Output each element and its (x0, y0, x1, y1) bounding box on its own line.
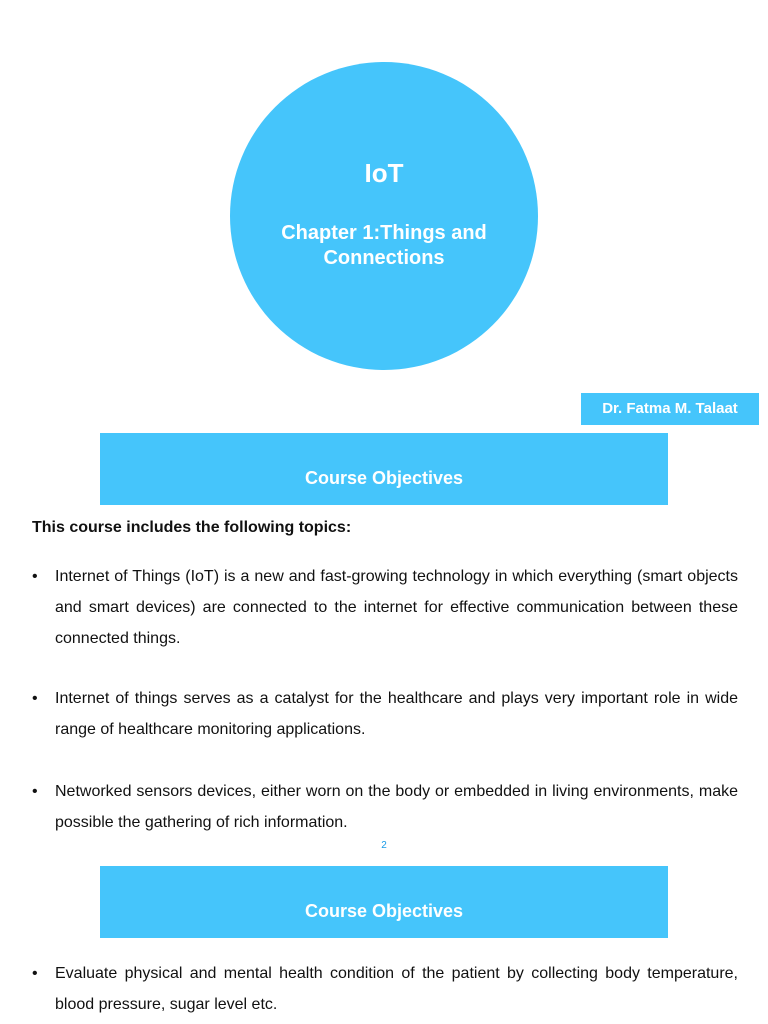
list-item-text: Internet of Things (IoT) is a new and fast-growing technology in which everything (smart objects and smart devices) are connected to the internet for effective communication between these connected things. (55, 568, 738, 647)
section-banner (100, 866, 668, 938)
intro-text: This course includes the following topics: (32, 519, 352, 536)
page-number: 2 (381, 840, 387, 851)
section-heading: Course Objectives (304, 901, 464, 921)
bullet-icon: • (32, 690, 38, 707)
title-circle (230, 62, 538, 370)
list-item (32, 683, 738, 745)
section-banner (100, 433, 668, 505)
bullet-icon: • (32, 783, 38, 800)
list-item (32, 561, 738, 654)
list-item (32, 776, 738, 838)
course-title: IoT (364, 158, 404, 188)
list-item (32, 958, 738, 1020)
author-badge: Dr. Fatma M. Talaat (581, 393, 759, 425)
section-heading: Course Objectives (304, 468, 464, 488)
bullet-icon: • (32, 965, 38, 982)
list-item-text: Networked sensors devices, either worn on the body or embedded in living environments, make possible the gathering of rich information. (55, 783, 738, 831)
bullet-icon: • (32, 568, 38, 585)
list-item-text: Evaluate physical and mental health condition of the patient by collecting body temperature, blood pressure, sugar level etc. (55, 965, 738, 1013)
chapter-title: Chapter 1:Things and Connections (281, 222, 487, 269)
list-item-text: Internet of things serves as a catalyst for the healthcare and plays very important role in wide range of healthcare monitoring applications. (55, 690, 738, 738)
